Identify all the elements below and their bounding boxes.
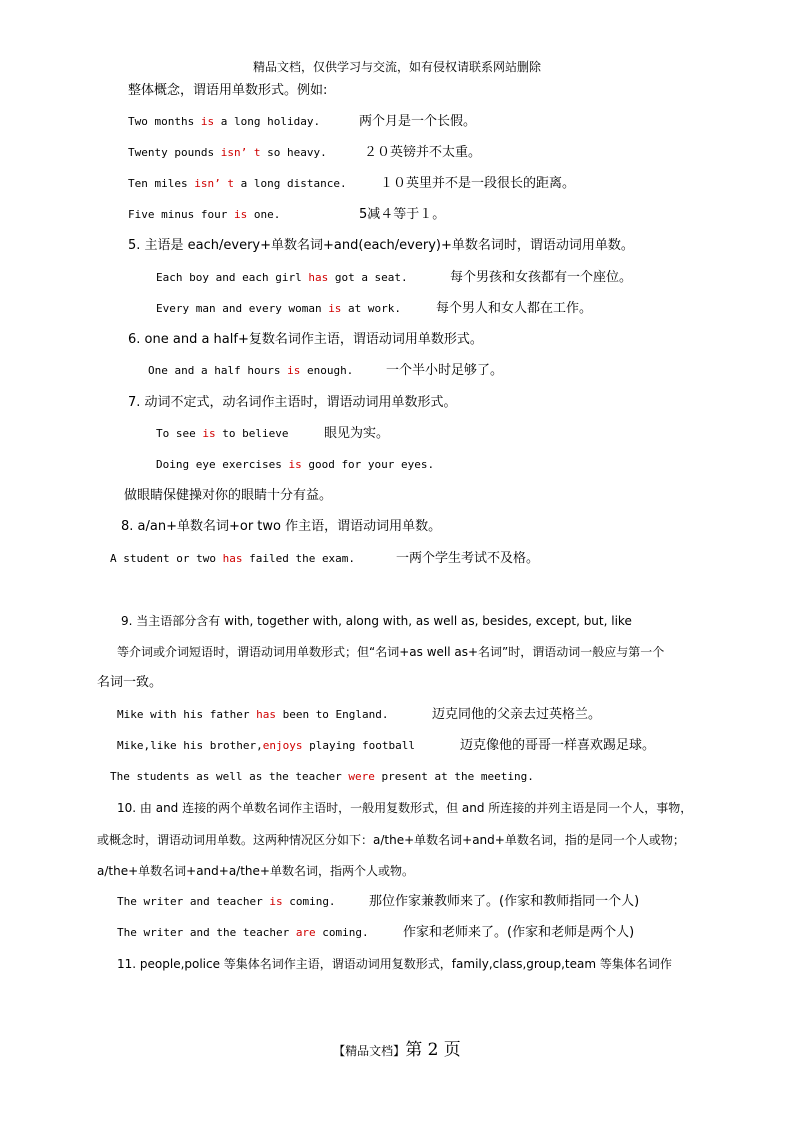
example-line: Doing eye exercises is good for your eyes. xyxy=(156,458,435,471)
verb-highlight: were xyxy=(348,770,375,783)
verb-highlight: has xyxy=(256,708,276,721)
verb-highlight: enjoys xyxy=(262,739,303,752)
verb-highlight: are xyxy=(295,926,316,939)
example-line: Five minus four is one. xyxy=(128,208,281,221)
page-header: 精品文档，仅供学习与交流，如有侵权请联系网站删除 xyxy=(252,60,541,74)
verb-highlight: is xyxy=(288,458,302,471)
example-line: Each boy and each girl has got a seat. xyxy=(156,271,408,284)
translation: 每个男人和女人都在工作。 xyxy=(436,301,593,316)
rule-heading: 10. 由 and 连接的两个单数名词作主语时，一般用复数形式，但 and 所连接的并列主语是同一个人，事物， xyxy=(117,801,693,815)
example-line: One and a half hours is enough. xyxy=(148,364,354,377)
example-line: To see is to believe xyxy=(156,427,289,440)
page-number: 第 2 页 xyxy=(405,1040,461,1060)
example-line: Twenty pounds isn’ t so heavy. xyxy=(128,146,327,159)
translation: 迈克同他的父亲去过英格兰。 xyxy=(432,707,602,722)
verb-highlight: has xyxy=(308,271,329,284)
footer-tag: 【精品文档】 xyxy=(333,1044,406,1058)
verb-highlight: is xyxy=(202,427,216,440)
example-line: The students as well as the teacher were present at the meeting. xyxy=(110,770,534,783)
verb-highlight: is xyxy=(233,208,248,221)
translation: 一个半小时足够了。 xyxy=(386,363,504,378)
translation: 两个月是一个长假。 xyxy=(359,114,477,129)
translation: 作家和老师来了。(作家和老师是两个人) xyxy=(403,925,635,940)
example-line: Mike,like his brother,enjoys playing football xyxy=(117,739,416,752)
page-footer xyxy=(0,1035,794,1060)
translation: 眼见为实。 xyxy=(324,426,390,441)
example-line: Ten miles isn’ t a long distance. xyxy=(128,177,347,190)
text-line: 整体概念，谓语用单数形式。例如: xyxy=(128,83,328,98)
verb-highlight: has xyxy=(222,552,243,565)
verb-highlight: is xyxy=(328,302,342,315)
rule-heading: 9. 当主语部分含有 with, together with, along with, as well as, besides, except, but, like xyxy=(121,614,632,628)
rule-heading: 8. a/an+单数名词+or two 作主语，谓语动词用单数。 xyxy=(121,519,442,534)
example-line: A student or two has failed the exam. xyxy=(110,552,356,565)
translation: 每个男孩和女孩都有一个座位。 xyxy=(450,270,633,285)
translation: 那位作家兼教师来了。(作家和教师指同一个人) xyxy=(369,894,640,909)
rule-text: 或概念时，谓语动词用单数。这两种情况区分如下：a/the+单数名词+and+单数名词，指的是同一个人或物； xyxy=(97,833,685,847)
translation: 5减４等于１。 xyxy=(359,207,446,222)
example-line: The writer and the teacher are coming. xyxy=(117,926,369,939)
rule-heading: 5. 主语是 each/every+单数名词+and(each/every)+单数名词时，谓语动词用单数。 xyxy=(128,238,634,253)
verb-highlight: isn’ t xyxy=(220,146,261,159)
verb-highlight: isn’ t xyxy=(194,177,234,190)
translation: ２０英镑并不太重。 xyxy=(364,145,482,160)
rule-text: 等介词或介词短语时，谓语动词用单数形式；但“名词+as well as+名词”时，谓语动词一般应与第一个 xyxy=(117,645,665,659)
rule-heading: 7. 动词不定式，动名词作主语时，谓语动词用单数形式。 xyxy=(128,395,457,410)
example-line: Every man and every woman is at work. xyxy=(156,302,402,315)
translation: 一两个学生考试不及格。 xyxy=(396,551,540,566)
rule-text: a/the+单数名词+and+a/the+单数名词，指两个人或物。 xyxy=(97,864,414,878)
rule-heading: 6. one and a half+复数名词作主语，谓语动词用单数形式。 xyxy=(128,332,483,347)
example-line: Two months is a long holiday. xyxy=(128,115,321,128)
verb-highlight: is xyxy=(200,115,215,128)
example-line: Mike with his father has been to England. xyxy=(117,708,389,721)
verb-highlight: is xyxy=(287,364,301,377)
rule-heading: 11. people,police 等集体名词作主语，谓语动词用复数形式，family,class,group,team 等集体名词作 xyxy=(117,957,672,971)
rule-text: 名词一致。 xyxy=(97,675,163,690)
verb-highlight: is xyxy=(269,895,283,908)
translation: 做眼睛保健操对你的眼睛十分有益。 xyxy=(124,488,333,503)
translation: １０英里并不是一段很长的距离。 xyxy=(380,176,576,191)
translation: 迈克像他的哥哥一样喜欢踢足球。 xyxy=(460,738,656,753)
example-line: The writer and teacher is coming. xyxy=(117,895,336,908)
